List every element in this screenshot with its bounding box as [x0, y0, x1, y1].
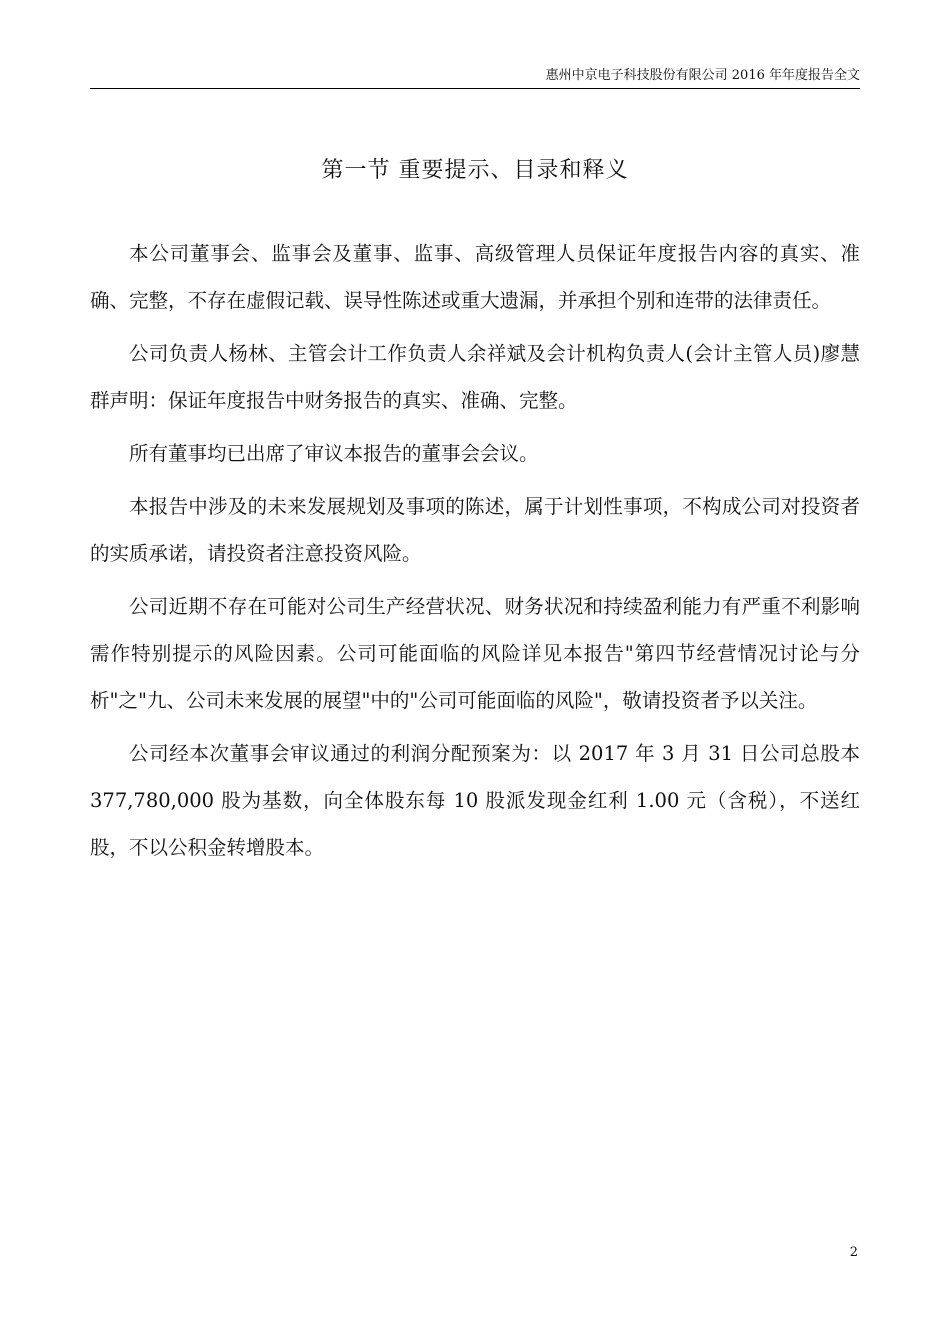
document-body — [90, 230, 860, 877]
paragraph-board-guarantee: 本公司董事会、监事会及董事、监事、高级管理人员保证年度报告内容的真实、准确、完整，不存在虚假记载、误导性陈述或重大遗漏，并承担个别和连带的法律责任。 — [90, 242, 860, 312]
section-title: 第一节 重要提示、目录和释义 — [321, 158, 629, 183]
paragraph-responsible-persons: 公司负责人杨林、主管会计工作负责人余祥斌及会计机构负责人(会计主管人员)廖慧群声明：保证年度报告中财务报告的真实、准确、完整。 — [90, 342, 860, 412]
paragraph-profit-distribution: 公司经本次董事会审议通过的利润分配预案为：以 2017 年 3 月 31 日公司总股本 377,780,000 股为基数，向全体股东每 10 股派发现金红利 1.00 元（含税），不送红股，不以公积金转增股本。 — [90, 742, 860, 859]
paragraph-risk-factors: 公司近期不存在可能对公司生产经营状况、财务状况和持续盈利能力有严重不利影响需作特别提示的风险因素。公司可能面临的风险详见本报告"第四节经营情况讨论与分析"之"九、公司未来发展的展望"中的"公司可能面临的风险"，敬请投资者予以关注。 — [90, 595, 860, 712]
paragraph-forward-looking: 本报告中涉及的未来发展规划及事项的陈述，属于计划性事项，不构成公司对投资者的实质承诺，请投资者注意投资风险。 — [90, 495, 860, 565]
page-number: 2 — [849, 1245, 858, 1260]
report-header-title: 惠州中京电子科技股份有限公司 2016 年年度报告全文 — [545, 68, 860, 83]
paragraph-directors-attendance: 所有董事均已出席了审议本报告的董事会会议。 — [129, 442, 539, 465]
page-header — [90, 64, 860, 89]
